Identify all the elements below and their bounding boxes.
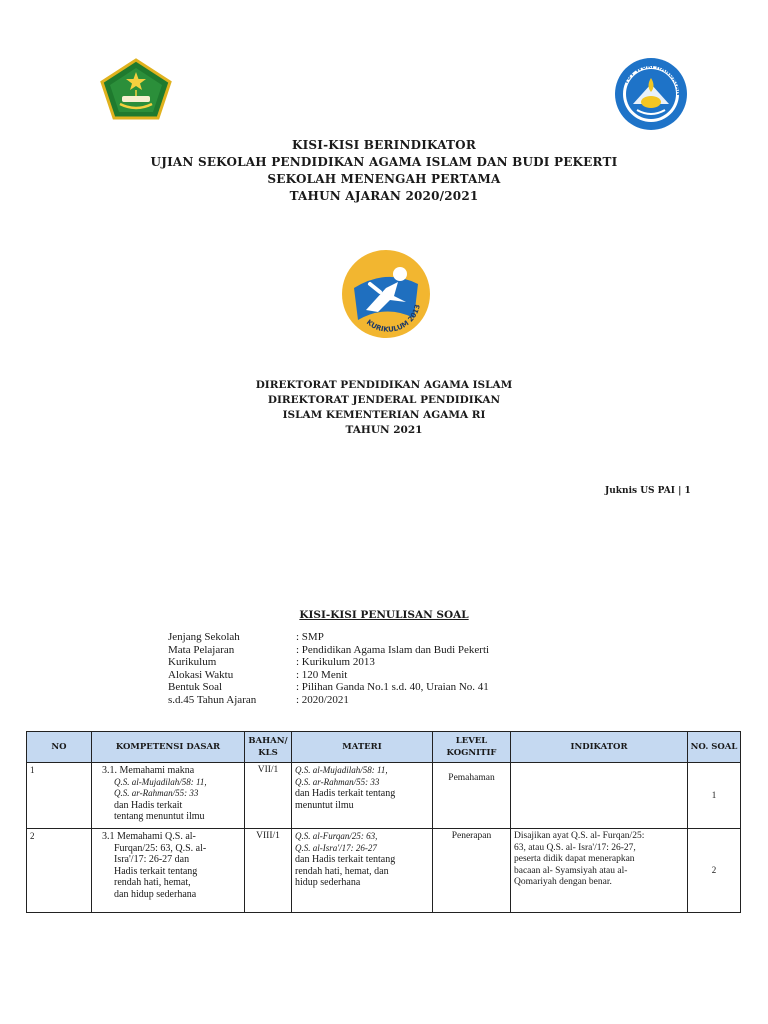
title-line-1: KISI-KISI BERINDIKATOR (291, 138, 477, 152)
info-row (168, 694, 489, 707)
materi-line: hidup sederhana (295, 877, 361, 888)
kisi-kisi-table (26, 731, 741, 913)
indikator-line: peserta didik dapat menerapkan (514, 854, 635, 864)
materi-line: Q.S. al-Mujadilah/58: 11, (295, 765, 388, 775)
info-key: Jenjang Sekolah (168, 631, 240, 643)
cell-level-kognitif: Penerapan (433, 829, 511, 913)
info-row (168, 631, 489, 644)
document-title (0, 137, 768, 205)
indikator-line: Disajikan ayat Q.S. al- Furqan/25: (514, 831, 645, 841)
kd-line: Furqan/25: 63, Q.S. al- (114, 842, 207, 854)
info-row (168, 644, 489, 657)
kd-line: rendah hati, hemat, (114, 877, 191, 888)
info-key: Alokasi Waktu (168, 668, 234, 681)
indikator-line: Qomariyah dengan benar. (514, 877, 612, 887)
title-line-4: TAHUN AJARAN 2020/2021 (289, 189, 479, 203)
directorate-line-4: TAHUN 2021 (345, 424, 423, 436)
materi-line: dan Hadis terkait tentang (295, 788, 396, 799)
cell-no: 2 (27, 829, 92, 913)
materi-line: rendah hati, hemat, dan (295, 865, 389, 877)
section-title: KISI-KISI PENULISAN SOAL (299, 609, 469, 621)
table-header-row (27, 732, 741, 763)
materi-line: menuntut ilmu (295, 799, 354, 811)
directorate-line-1: DIREKTORAT PENDIDIKAN AGAMA ISLAM (255, 379, 513, 391)
info-row (168, 656, 489, 669)
info-value: : 120 Menit (296, 668, 348, 681)
cell-indikator (511, 763, 688, 829)
kurikulum-2013-logo-icon (340, 248, 432, 340)
cell-bahan-kls: VII/1 (245, 763, 292, 829)
kemenag-logo-icon (100, 58, 172, 120)
kd-line: Hadis terkait tentang (114, 865, 198, 877)
indikator-line: bacaan al- Syamsiyah atau al- (514, 865, 628, 876)
materi-line: dan Hadis terkait tentang (295, 854, 396, 865)
header-no-soal: NO. SOAL (688, 732, 741, 763)
info-key: Kurikulum (168, 656, 217, 668)
kd-line: dan Hadis terkait (114, 799, 183, 811)
header-level-kognitif: LEVEL KOGNITIF (433, 732, 511, 763)
materi-line: Q.S. ar-Rahman/55: 33 (295, 776, 380, 787)
kd-line: 3.1. Memahami makna (102, 765, 195, 776)
kd-line: 3.1 Memahami Q.S. al- (102, 831, 196, 842)
cell-kompetensi-dasar (92, 763, 245, 829)
cell-kompetensi-dasar (92, 829, 245, 913)
header-bahan-kls: BAHAN/ KLS (245, 732, 292, 763)
page-footer: Juknis US PAI | 1 (605, 486, 691, 496)
directorate-line-3: ISLAM KEMENTERIAN AGAMA RI (282, 409, 486, 421)
info-key: Bentuk Soal (168, 681, 223, 693)
materi-line: Q.S. al-Isra'/17: 26-27 (295, 842, 377, 853)
directorate-block (0, 378, 768, 438)
info-value: : Kurikulum 2013 (296, 656, 375, 668)
info-row (168, 681, 489, 694)
table-row (27, 829, 741, 913)
header-materi: MATERI (292, 732, 433, 763)
kd-line: Q.S. ar-Rahman/55: 33 (114, 788, 199, 798)
header-no: NO (27, 732, 92, 763)
cell-no-soal: 2 (688, 829, 741, 913)
tutwuri-text: TUT WURI HANDAYAN (622, 62, 683, 96)
info-block (168, 631, 489, 706)
cell-indikator (511, 829, 688, 913)
title-line-3: SEKOLAH MENENGAH PERTAMA (267, 172, 501, 186)
cell-materi (292, 829, 433, 913)
indikator-line: 63, atau Q.S. al- Isra'/17: 26-27, (514, 842, 636, 853)
cell-level-kognitif: Pemahaman (433, 763, 511, 829)
title-line-2: UJIAN SEKOLAH PENDIDIKAN AGAMA ISLAM DAN BUDI PEKERTI (150, 155, 618, 169)
cell-no-soal: 1 (688, 763, 741, 829)
cell-bahan-kls: VIII/1 (245, 829, 292, 913)
kd-line: Isra'/17: 26-27 dan (114, 854, 190, 865)
kurikulum-text: KURIKULUM 2013 (364, 303, 422, 334)
info-value: : Pendidikan Agama Islam dan Budi Pekerti (296, 643, 490, 656)
kd-line: tentang menuntut ilmu (114, 811, 205, 822)
tut-wuri-handayani-logo-icon (613, 56, 689, 132)
directorate-line-2: DIREKTORAT JENDERAL PENDIDIKAN (267, 394, 501, 406)
info-value: : Pilihan Ganda No.1 s.d. 40, Uraian No. 41 (296, 681, 489, 693)
info-value: : SMP (296, 631, 324, 643)
info-key: Mata Pelajaran (168, 643, 235, 656)
materi-line: Q.S. al-Furqan/25: 63, (295, 831, 378, 841)
header-indikator: INDIKATOR (511, 732, 688, 763)
header-kompetensi-dasar: KOMPETENSI DASAR (92, 732, 245, 763)
cell-materi (292, 763, 433, 829)
info-row (168, 669, 489, 682)
kd-line: Q.S. al-Mujadilah/58: 11, (114, 776, 207, 787)
kd-line: dan hidup sederhana (114, 888, 197, 900)
info-value: : 2020/2021 (296, 693, 349, 706)
cell-no: 1 (27, 763, 92, 829)
table-row (27, 763, 741, 829)
info-key: s.d.45 Tahun Ajaran (168, 693, 257, 706)
